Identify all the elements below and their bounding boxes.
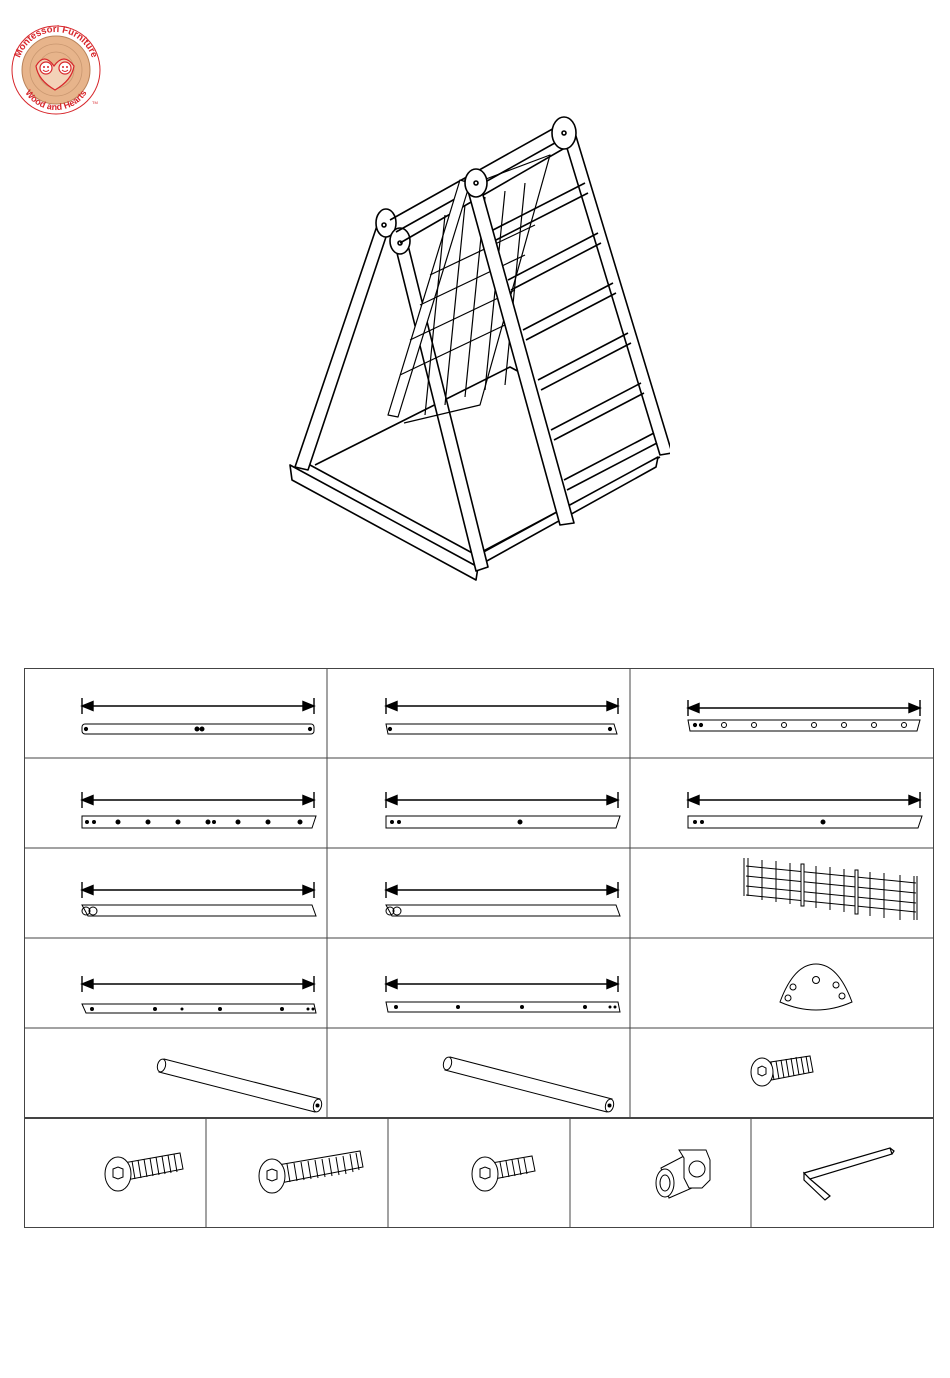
part-base-bar-a <box>82 1004 316 1013</box>
part-ladder-rail-a <box>688 720 920 731</box>
parts-inventory-grid <box>24 668 934 1118</box>
part-angled-leg-b <box>386 905 620 916</box>
dimension-arrow <box>386 792 618 808</box>
hardware-inventory-row <box>24 1118 934 1228</box>
brand-logo <box>6 18 106 118</box>
part-rung-long <box>156 1058 323 1113</box>
part-bolt-medium <box>751 1056 813 1086</box>
dimension-arrow <box>82 792 314 808</box>
grid-lines <box>24 668 934 1118</box>
hardware-bolt-long <box>259 1151 363 1193</box>
dimension-arrow <box>82 882 314 898</box>
assembled-product-illustration <box>280 105 670 595</box>
part-climbing-net <box>744 858 917 920</box>
part-frame-bar-b <box>688 816 922 828</box>
front-ladder <box>465 117 670 525</box>
part-frame-bar-a <box>386 816 620 828</box>
dimension-arrow <box>688 792 920 808</box>
part-corner-plate <box>780 964 852 1010</box>
hardware-bolt-a <box>105 1153 183 1191</box>
dimension-arrow <box>386 882 618 898</box>
logo-bottom-text: Wood and Hearts <box>23 87 89 113</box>
part-rung-short <box>442 1056 615 1113</box>
logo-top-text: Montessori Furniture <box>12 23 100 60</box>
dimension-arrow <box>688 700 920 716</box>
hardware-bolt-short <box>472 1156 535 1191</box>
dimension-arrow <box>386 976 618 992</box>
part-ladder-rail-b <box>82 816 316 828</box>
hardware-barrel-nut <box>656 1150 710 1198</box>
dimension-arrow <box>82 976 314 992</box>
part-long-bar-a <box>82 724 314 734</box>
logo-tm: TM <box>92 100 98 105</box>
hardware-allen-key <box>804 1148 894 1200</box>
part-long-bar-b <box>386 724 617 734</box>
part-base-bar-b <box>386 1002 620 1012</box>
dimension-arrow <box>82 698 314 714</box>
dimension-arrow <box>386 698 618 714</box>
part-angled-leg-a <box>82 905 316 916</box>
